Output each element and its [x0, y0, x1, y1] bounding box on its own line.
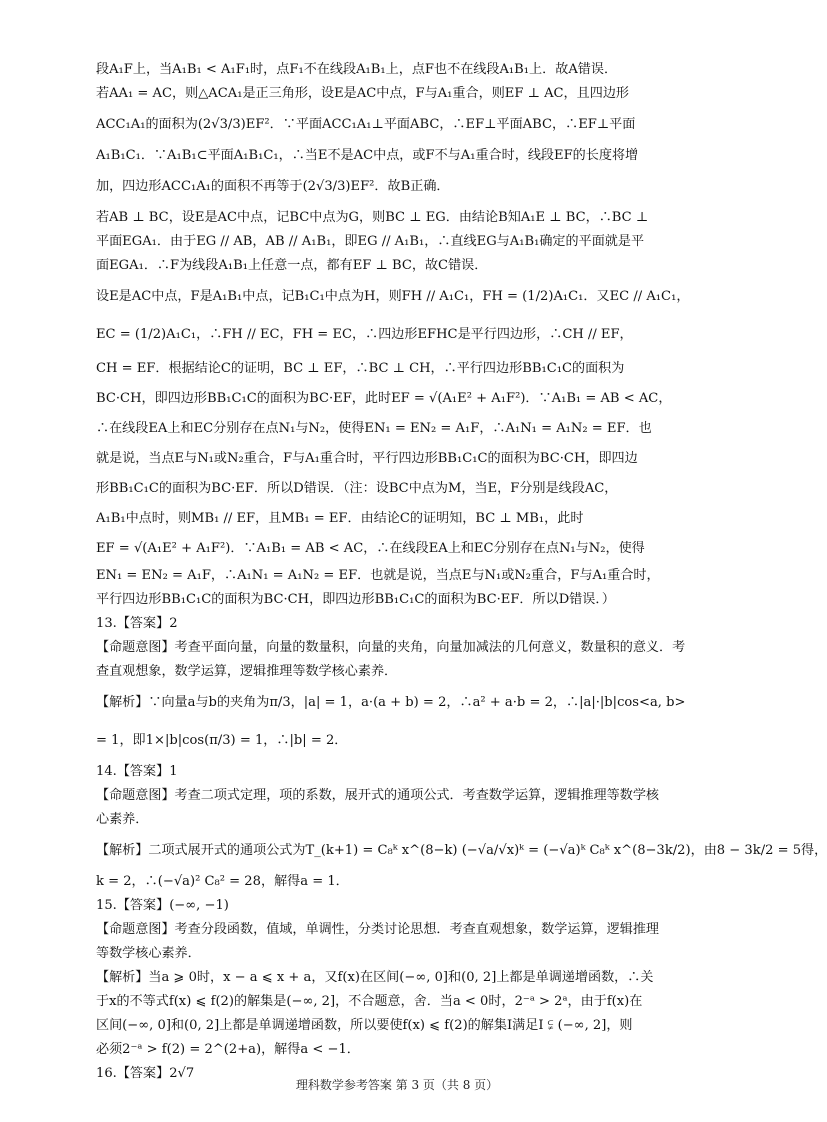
text-line: 形BB₁C₁C的面积为BC·EF．所以D错误．（注：设BC中点为M，当E，F分别是线段AC， — [96, 481, 618, 497]
text-line: 平行四边形BB₁C₁C的面积为BC·CH，即四边形BB₁C₁C的面积为BC·EF．所以D错误．） — [96, 592, 616, 608]
text-line: 心素养． — [96, 812, 149, 828]
text-line: BC·CH，即四边形BB₁C₁C的面积为BC·EF，此时EF = √(A₁E² + A₁F²)．∵A₁B₁ = AB < AC， — [96, 391, 672, 407]
text-line: 必须2⁻ᵃ > f(2) = 2^(2+a)，解得a < −1． — [96, 1042, 360, 1058]
answer-heading: 13.【答案】2 — [96, 616, 178, 632]
text-line: 就是说，当点E与N₁或N₂重合，F与A₁重合时，平行四边形BB₁C₁C的面积为BC·CH，即四边 — [96, 451, 638, 467]
answer-heading: 15.【答案】(−∞, −1) — [96, 898, 229, 914]
text-line: 【解析】二项式展开式的通项公式为T_(k+1) = C₈ᵏ x^(8−k) (−√a/√x)ᵏ = (−√a)ᵏ C₈ᵏ x^(8−3k/2)，由8 − 3k/2 = 5得， — [96, 843, 827, 859]
text-line: A₁B₁C₁．∵A₁B₁⊂平面A₁B₁C₁，∴当E不是AC中点，或F不与A₁重合时，线段EF的长度将增 — [96, 148, 639, 164]
text-line: 面EGA₁．∴F为线段A₁B₁上任意一点，都有EF ⊥ BC，故C错误． — [96, 258, 488, 274]
text-line: A₁B₁中点时，则MB₁ // EF，且MB₁ = EF．由结论C的证明知，BC ⊥ MB₁，此时 — [96, 511, 584, 527]
text-line: 【命题意图】考查二项式定理，项的系数，展开式的通项公式．考查数学运算，逻辑推理等数学核 — [96, 788, 660, 804]
text-line: EC = (1/2)A₁C₁，∴FH // EC，FH = EC，∴四边形EFHC是平行四边形，∴CH // EF， — [96, 327, 633, 343]
text-line: 于x的不等式f(x) ⩽ f(2)的解集是(−∞, 2]，不合题意，舍．当a < 0时，2⁻ᵃ > 2ᵃ，由于f(x)在 — [96, 994, 643, 1010]
text-line: 平面EGA₁．由于EG // AB，AB // A₁B₁，即EG // A₁B₁，∴直线EG与A₁B₁确定的平面就是平 — [96, 234, 645, 250]
text-line: ACC₁A₁的面积为(2√3/3)EF²．∵平面ACC₁A₁⊥平面ABC，∴EF⊥平面ABC，∴EF⊥平面 — [96, 117, 636, 133]
solution-text — [96, 58, 827, 1086]
text-line: ∴在线段EA上和EC分别存在点N₁与N₂，使得EN₁ = EN₂ = A₁F，∴A₁N₁ = A₁N₂ = EF．也 — [96, 421, 652, 437]
answer-heading: 14.【答案】1 — [96, 764, 178, 780]
text-line: EF = √(A₁E² + A₁F²)．∵A₁B₁ = AB < AC，∴在线段EA上和EC分别存在点N₁与N₂，使得 — [96, 541, 645, 557]
text-line: = 1，即1×|b|cos(π/3) = 1，∴|b| = 2． — [96, 733, 348, 749]
text-line: EN₁ = EN₂ = A₁F，∴A₁N₁ = A₁N₂ = EF．也就是说，当点E与N₁或N₂重合，F与A₁重合时， — [96, 568, 660, 584]
text-line: 【命题意图】考查平面向量，向量的数量积，向量的夹角，向量加减法的几何意义，数量积的意义．考 — [96, 640, 686, 656]
text-line: 查直观想象，数学运算，逻辑推理等数学核心素养． — [96, 664, 398, 680]
text-line: 区间(−∞, 0]和(0, 2]上都是单调递增函数，所以要使f(x) ⩽ f(2)的解集I满足I ⫋ (−∞, 2]，则 — [96, 1018, 633, 1034]
text-line: 加，四边形ACC₁A₁的面积不再等于(2√3/3)EF²．故B正确． — [96, 179, 450, 195]
text-line: k = 2，∴(−√a)² C₈² = 28，解得a = 1． — [96, 874, 349, 890]
text-line: 【解析】当a ⩾ 0时，x − a ⩽ x + a，又f(x)在区间(−∞, 0]和(0, 2]上都是单调递增函数，∴关 — [96, 970, 654, 986]
text-line: 等数学核心素养． — [96, 946, 201, 962]
answer-heading: 16.【答案】2√7 — [96, 1066, 195, 1082]
text-line: 若AB ⊥ BC，设E是AC中点，记BC中点为G，则BC ⊥ EG．由结论B知A₁E ⊥ BC，∴BC ⊥ — [96, 210, 649, 226]
text-line: 段A₁F上，当A₁B₁ < A₁F₁时，点F₁不在线段A₁B₁上，点F也不在线段A₁B₁上．故A错误． — [96, 62, 618, 78]
text-line: 【解析】∵向量a与b的夹角为π/3，|a| = 1，a·(a + b) = 2，∴a² + a·b = 2，∴|a|·|b|cos<a, b> — [96, 695, 686, 711]
text-line: 设E是AC中点，F是A₁B₁中点，记B₁C₁中点为H，则FH // A₁C₁，FH = (1/2)A₁C₁．又EC // A₁C₁， — [96, 289, 690, 305]
text-line: 【命题意图】考查分段函数，值域，单调性，分类讨论思想．考查直观想象，数学运算，逻辑推理 — [96, 922, 660, 938]
text-line: 若AA₁ = AC，则△ACA₁是正三角形，设E是AC中点，F与A₁重合，则EF ⊥ AC，且四边形 — [96, 86, 630, 102]
text-line: CH = EF．根据结论C的证明，BC ⊥ EF，∴BC ⊥ CH，∴平行四边形BB₁C₁C的面积为 — [96, 361, 625, 377]
page-footer: 理科数学参考答案 第 3 页（共 8 页） — [295, 1078, 499, 1092]
